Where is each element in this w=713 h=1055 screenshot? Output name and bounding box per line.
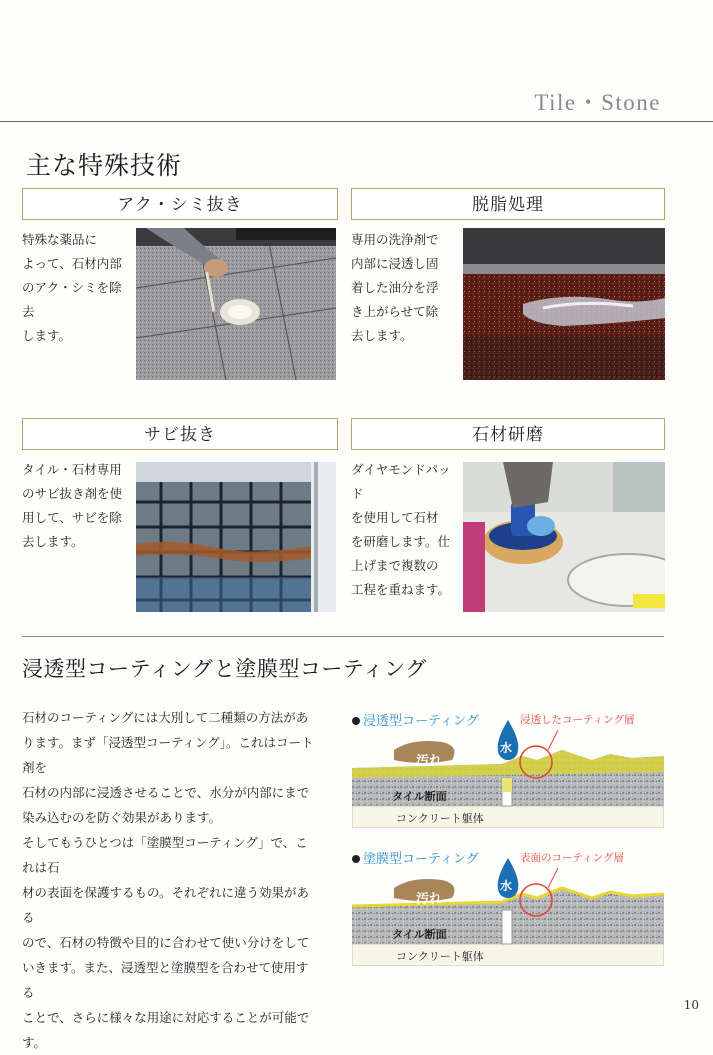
dirt-label: 汚れ bbox=[416, 754, 443, 769]
technique-label-rust-removal: サビ抜き bbox=[22, 418, 338, 450]
concrete-label: コンクリート躯体 bbox=[396, 950, 484, 963]
diagram-note-film: 表面のコーティング層 bbox=[520, 852, 624, 864]
technique-label-degreasing: 脱脂処理 bbox=[351, 188, 665, 220]
tile-section-label: タイル断面 bbox=[392, 928, 447, 941]
coating-description bbox=[22, 705, 317, 1055]
section-divider bbox=[22, 636, 664, 637]
concrete-label: コンクリート躯体 bbox=[396, 812, 484, 825]
header-divider bbox=[0, 121, 713, 122]
tile-section-label: タイル断面 bbox=[392, 790, 447, 803]
diagram-film bbox=[352, 858, 664, 966]
page-number: 10 bbox=[683, 998, 699, 1012]
photo-rust-removal bbox=[136, 462, 336, 612]
section-title-coating: 浸透型コーティングと塗膜型コーティング bbox=[22, 657, 427, 681]
diagram-penetrating bbox=[352, 720, 664, 828]
photo-degreasing bbox=[463, 228, 665, 380]
diagram-title-penetrating: 浸透型コーティング bbox=[352, 710, 479, 729]
page-title: 主な特殊技術 bbox=[26, 151, 183, 180]
paragraph-2: そしてもうひとつは「塗膜型コーティング」で、これは石 材の表面を保護するもの。それぞれに違う効果がある ので、石材の特徴や目的に合わせて使い分けをして いきます。また、浸透型と塗膜型を合わせて使用する ことで、さらに様々な用途に対応することが可能です。 bbox=[22, 835, 310, 1050]
photo-stain-removal bbox=[136, 228, 336, 380]
water-label: 水 bbox=[500, 741, 513, 755]
photo-polishing bbox=[463, 462, 665, 612]
dirt-label: 汚れ bbox=[416, 892, 443, 907]
technique-desc-rust-removal: タイル・石材専用 のサビ抜き剤を使 用して、サビを除 去します。 bbox=[22, 462, 123, 549]
water-label: 水 bbox=[500, 879, 513, 893]
technique-desc-stain-removal: 特殊な薬品に よって、石材内部 のアク・シミを除去 します。 bbox=[22, 232, 122, 343]
diagram-title-film: 塗膜型コーティング bbox=[352, 848, 479, 867]
brand-label: Tile・Stone bbox=[534, 90, 661, 115]
technique-desc-degreasing: 専用の洗浄剤で 内部に浸透し固 着した油分を浮 き上がらせて除 去します。 bbox=[351, 232, 439, 343]
technique-label-polishing: 石材研磨 bbox=[351, 418, 665, 450]
diagram-note-penetrating: 浸透したコーティング層 bbox=[520, 714, 635, 726]
technique-desc-polishing: ダイヤモンドパッド を使用して石材 を研磨します。仕 上げまで複数の 工程を重ねます。 bbox=[351, 462, 451, 597]
technique-label-stain-removal: アク・シミ抜き bbox=[22, 188, 338, 220]
paragraph-1: 石材のコーティングには大別して二種類の方法があ ります。まず「浸透型コーティング」。これはコート剤を 石材の内部に浸透させることで、水分が内部にまで 染み込むのを防ぐ効果があります。 bbox=[22, 710, 314, 825]
